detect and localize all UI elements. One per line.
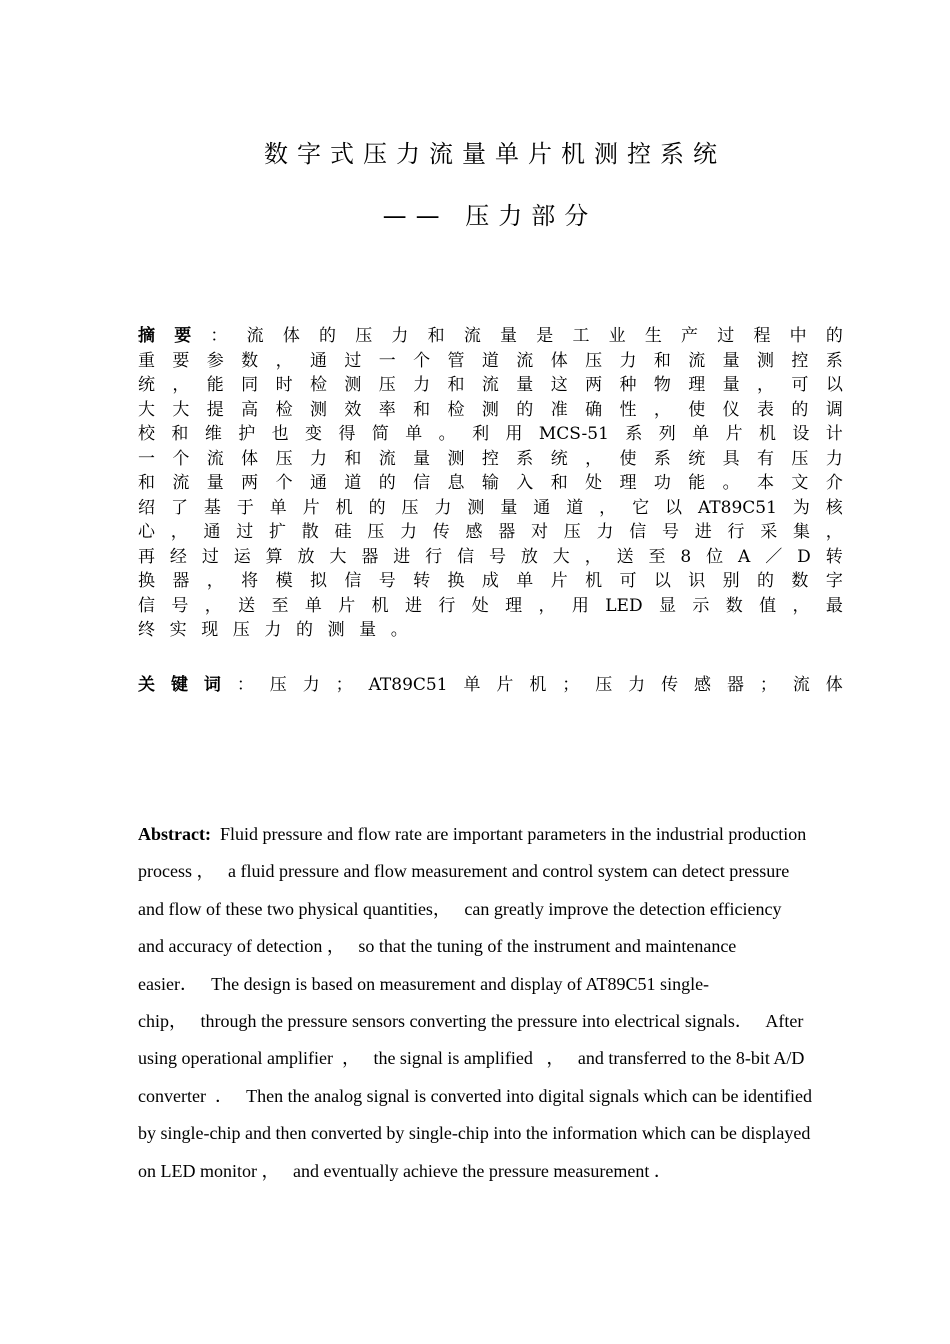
abstract-cn-line: 摘 要 ： 流 体 的 压 力 和 流 量 是 工 业 生 产 过 程 中 的 — [138, 326, 843, 346]
abstract-cn-line: 信 号 ， 送 至 单 片 机 进 行 处 理 ， 用 LED 显 示 数 值 ， 最 — [138, 595, 843, 616]
abstract-en-line: chip， through the pressure sensors converting the pressure into electrical signals． After — [138, 1011, 804, 1031]
abstract-en-line: converter ． Then the analog signal is converted into digital signals which can be identified — [138, 1085, 812, 1106]
abstract-cn-line: 大 大 提 高 检 测 效 率 和 检 测 的 准 确 性 ， 使 仪 表 的 调 — [138, 399, 843, 420]
abstract-en-line: process ， a fluid pressure and flow measurement and control system can detect pressure — [138, 861, 790, 882]
abstract-en-line: using operational amplifier ， the signal is amplified ， and transferred to the 8-bit A/D — [138, 1048, 805, 1069]
document-subtitle: —— 压力部分 — [382, 202, 598, 230]
keywords-line: 关 键 词 ： 压 力 ； AT89C51 单 片 机 ； 压 力 传 感 器 ； 流 体 — [138, 675, 843, 695]
abstract-en-line: on LED monitor ， and eventually achieve the pressure measurement ． — [138, 1160, 672, 1181]
abstract-en-line: easier． The design is based on measurement and display of AT89C51 single- — [138, 973, 710, 994]
abstract-cn-line: 重 要 参 数 ， 通 过 一 个 管 道 流 体 压 力 和 流 量 测 控 系 — [138, 350, 843, 371]
abstract-cn-line: 终 实 现 压 力 的 测 量 。 — [138, 620, 408, 640]
abstract-cn-line: 换 器 ， 将 模 拟 信 号 转 换 成 单 片 机 可 以 识 别 的 数 字 — [138, 571, 843, 591]
abstract-label: Abstract: — [138, 824, 211, 844]
document-title: 数字式压力流量单片机测控系统 — [264, 140, 726, 168]
abstract-en-line: and flow of these two physical quantities， can greatly improve the detection efficiency — [138, 898, 782, 919]
abstract-cn-line: 一 个 流 体 压 力 和 流 量 测 控 系 统 ， 使 系 统 具 有 压 力 — [138, 448, 843, 469]
abstract-en-line: Abstract: Fluid pressure and flow rate are important parameters in the industrial production — [138, 824, 807, 844]
abstract-cn-line: 校 和 维 护 也 变 得 简 单 。 利 用 MCS-51 系 列 单 片 机 设 计 — [138, 424, 843, 444]
abstract-cn-line: 和 流 量 两 个 通 道 的 信 息 输 入 和 处 理 功 能 。 本 文 介 — [138, 473, 843, 493]
abstract-en-line: and accuracy of detection ， so that the tuning of the instrument and maintenance — [138, 936, 737, 957]
abstract-cn-line: 统 ， 能 同 时 检 测 压 力 和 流 量 这 两 种 物 理 量 ， 可 以 — [138, 375, 843, 395]
abstract-cn-line: 再 经 过 运 算 放 大 器 进 行 信 号 放 大 ， 送 至 8 位 A ／ D 转 — [138, 546, 843, 567]
abstract-en-line: by single-chip and then converted by single-chip into the information which can be displayed — [138, 1123, 811, 1144]
abstract-cn-line: 绍 了 基 于 单 片 机 的 压 力 测 量 通 道 ， 它 以 AT89C51 为 核 — [138, 497, 843, 518]
abstract-cn-line: 心 ， 通 过 扩 散 硅 压 力 传 感 器 对 压 力 信 号 进 行 采 集 ， — [138, 522, 843, 542]
